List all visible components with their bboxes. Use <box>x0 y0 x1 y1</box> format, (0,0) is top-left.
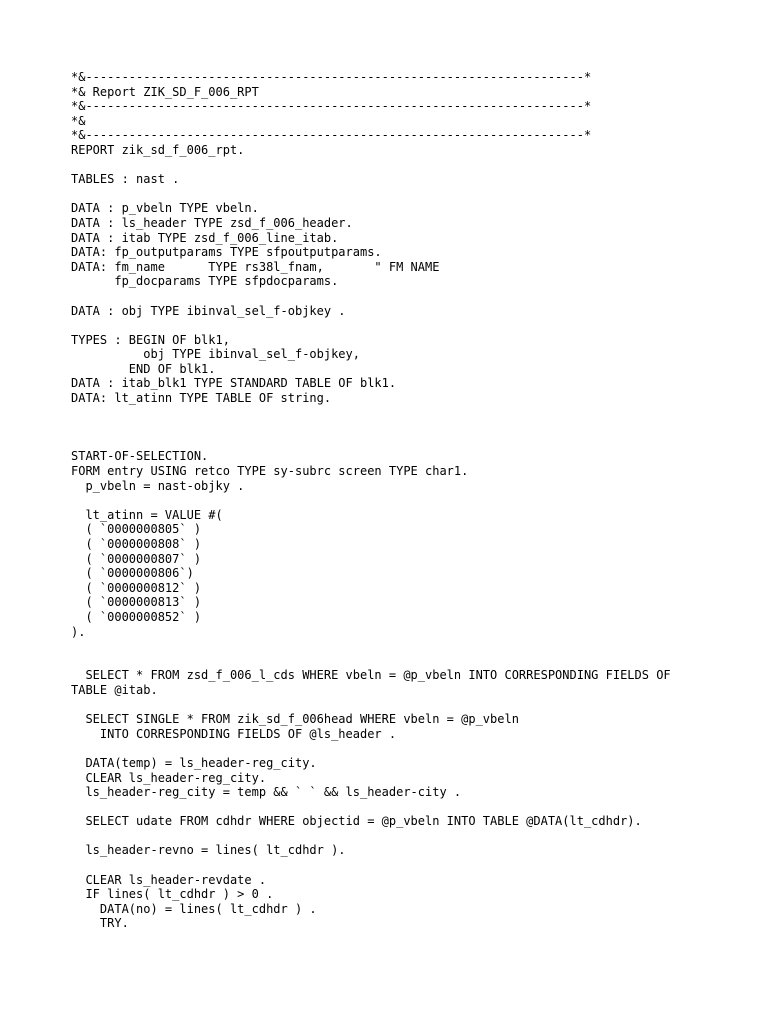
code-line: ( `0000000805` ) <box>71 522 202 537</box>
code-line <box>71 289 671 304</box>
code-line: FORM entry USING retco TYPE sy-subrc screen TYPE char1. <box>71 464 469 479</box>
code-line: DATA(no) = lines( lt_cdhdr ) . <box>71 901 317 916</box>
code-line: *&---------------------------------------------------------------------* <box>71 70 592 84</box>
code-line: *&---------------------------------------------------------------------* <box>71 128 592 143</box>
code-line: DATA: lt_atinn TYPE TABLE OF string. <box>71 391 332 406</box>
code-line: TABLE @itab. <box>71 682 158 697</box>
code-line: ( `0000000813` ) <box>71 595 202 610</box>
code-line <box>71 698 671 713</box>
code-line <box>71 493 671 508</box>
code-line <box>71 654 671 669</box>
code-line: ( `0000000808` ) <box>71 537 202 551</box>
code-line: ( `0000000852` ) <box>71 609 202 624</box>
code-line: REPORT zik_sd_f_006_rpt. <box>71 142 245 157</box>
code-line: DATA(temp) = ls_header-reg_city. <box>71 755 317 770</box>
code-line <box>71 741 671 756</box>
code-line: TABLES : nast . <box>71 172 180 187</box>
code-line: DATA : itab_blk1 TYPE STANDARD TABLE OF blk1. <box>71 376 397 391</box>
code-line: IF lines( lt_cdhdr ) > 0 . <box>71 887 274 902</box>
code-line <box>71 858 671 873</box>
code-line: SELECT udate FROM cdhdr WHERE objectid = @p_vbeln INTO TABLE @DATA(lt_cdhdr). <box>71 814 642 829</box>
code-line <box>71 829 671 844</box>
code-line: END OF blk1. <box>71 361 216 376</box>
code-line: CLEAR ls_header-revdate . <box>71 872 267 887</box>
code-line: p_vbeln = nast-objky . <box>71 478 245 493</box>
code-line: DATA: fm_name TYPE rs38l_fnam, " FM NAME <box>71 259 440 274</box>
code-line: CLEAR ls_header-reg_city. <box>71 770 267 785</box>
code-line <box>71 420 671 435</box>
code-line: lt_atinn = VALUE #( <box>71 507 223 522</box>
code-line <box>71 800 671 815</box>
code-line: DATA: fp_outputparams TYPE sfpoutputparams. <box>71 245 382 260</box>
code-line: ( `0000000806`) <box>71 566 194 581</box>
code-line <box>71 639 671 654</box>
code-line: DATA : obj TYPE ibinval_sel_f-objkey . <box>71 303 346 318</box>
code-line: ( `0000000812` ) <box>71 580 202 595</box>
code-line: SELECT * FROM zsd_f_006_l_cds WHERE vbeln = @p_vbeln INTO CORRESPONDING FIELDS OF <box>71 668 671 683</box>
code-line: *& Report ZIK_SD_F_006_RPT <box>71 84 259 99</box>
code-line <box>71 406 671 421</box>
code-line: ls_header-reg_city = temp && ` ` && ls_header-city . <box>71 785 462 800</box>
code-line: TYPES : BEGIN OF blk1, <box>71 332 230 347</box>
code-line: *&---------------------------------------------------------------------* <box>71 99 592 114</box>
abap-source-code <box>71 70 671 931</box>
code-line: ls_header-revno = lines( lt_cdhdr ). <box>71 843 346 858</box>
code-line: DATA : ls_header TYPE zsd_f_006_header. <box>71 215 353 230</box>
code-line: fp_docparams TYPE sfpdocparams. <box>71 274 339 289</box>
code-line <box>71 158 671 173</box>
code-line <box>71 435 671 450</box>
code-line: *& <box>71 113 86 128</box>
code-line: TRY. <box>71 916 129 931</box>
code-line: DATA : itab TYPE zsd_f_006_line_itab. <box>71 230 339 245</box>
code-line: INTO CORRESPONDING FIELDS OF @ls_header . <box>71 726 397 741</box>
code-line: SELECT SINGLE * FROM zik_sd_f_006head WHERE vbeln = @p_vbeln <box>71 712 519 727</box>
code-line <box>71 187 671 202</box>
code-line: obj TYPE ibinval_sel_f-objkey, <box>71 347 360 362</box>
code-line: ( `0000000807` ) <box>71 551 202 566</box>
code-line: ). <box>71 624 86 639</box>
code-line <box>71 318 671 333</box>
code-line: DATA : p_vbeln TYPE vbeln. <box>71 201 259 216</box>
code-line: START-OF-SELECTION. <box>71 449 209 464</box>
